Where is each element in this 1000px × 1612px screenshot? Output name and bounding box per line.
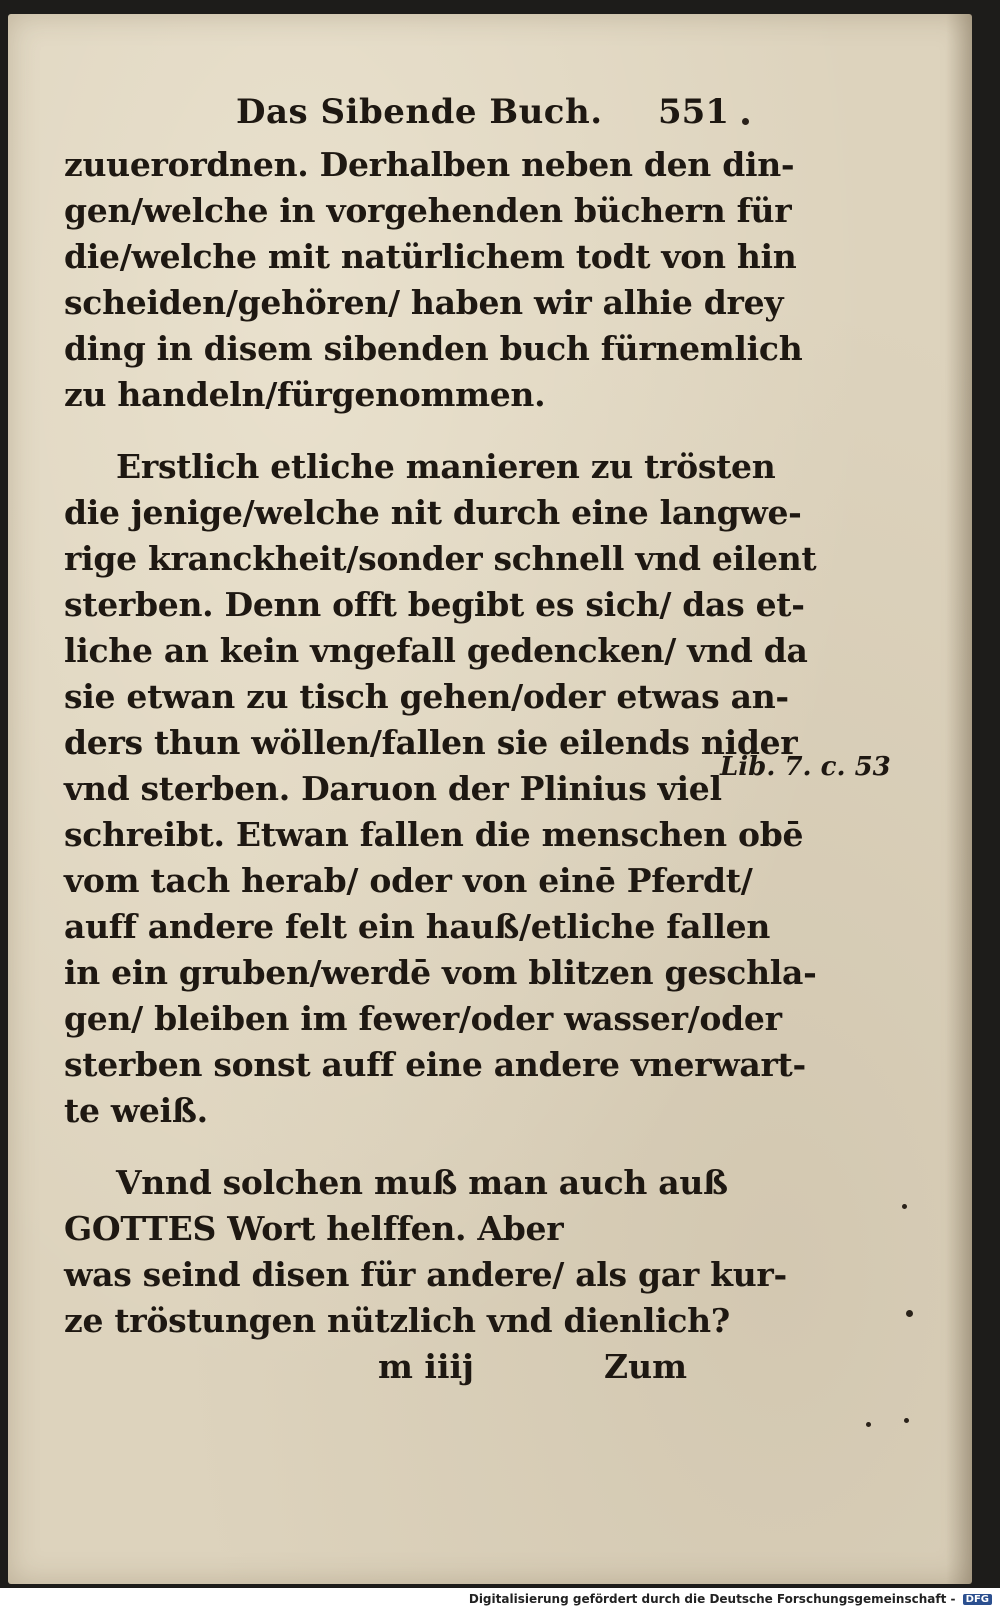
digitization-credit [469,1592,992,1606]
text-line: auff andere felt ein hauß/etliche fallen [64,907,771,946]
signature-mark: m iiij [378,1347,474,1386]
ink-speck [742,118,749,125]
page-number: 551 [658,92,729,132]
paragraph-gap [64,418,714,444]
text-line: ze tröstungen nützlich vnd dienlich? [64,1301,730,1340]
text-line: sie etwan zu tisch gehen/oder etwas an- [64,677,789,716]
credit-text: Digitalisierung gefördert durch die Deutsche Forschungsgemeinschaft - [468,1592,956,1606]
text-line: was seind disen für andere/ als gar kur- [64,1255,787,1294]
text-line: Erstlich etliche manieren zu trösten [116,447,776,486]
running-title: Das Sibende Buch. [236,92,603,132]
text-line: Vnnd solchen muß man auch auß [116,1163,728,1202]
text-line: sterben sonst auff eine andere vnerwart- [64,1045,806,1084]
text-line: die/welche mit natürlichem todt von hin [64,237,797,276]
text-line: vom tach herab/ oder von einē Pferdt/ [64,861,753,900]
text-line: gen/ bleiben im fewer/oder wasser/oder [64,999,782,1038]
text-line: GOTTES Wort helffen. Aber [64,1209,564,1248]
text-line: schreibt. Etwan fallen die menschen obē [64,815,804,854]
page-footer-line [64,1344,714,1390]
ink-speck [906,1310,913,1317]
ink-speck [904,1418,909,1423]
book-page [8,14,972,1584]
paragraph-gap [64,1134,714,1160]
text-line: zuuerordnen. Derhalben neben den din- [64,145,795,184]
text-line: sterben. Denn offt begibt es sich/ das et- [64,585,805,624]
text-line: zu handeln/fürgenommen. [64,375,546,414]
catchword: Zum [604,1347,687,1386]
ink-speck [866,1422,871,1427]
text-line: vnd sterben. Daruon der Plinius viel [64,769,722,808]
text-line: gen/welche in vorgehenden büchern für [64,191,792,230]
text-line: te weiß. [64,1091,208,1130]
text-line: scheiden/gehören/ haben wir alhie drey [64,283,784,322]
text-line: in ein gruben/werdē vom blitzen geschla- [64,953,817,992]
dfg-logo: DFG [963,1594,992,1605]
text-line: ders thun wöllen/fallen sie eilends nider [64,723,798,762]
paragraph-3 [64,1160,787,1344]
text-line: rige kranckheit/sonder schnell vnd eilent [64,539,817,578]
ink-speck [902,1204,907,1209]
text-line: ding in disem sibenden buch fürnemlich [64,329,803,368]
marginal-note: Lib. 7. c. 53 [720,752,891,782]
page-edge-shadow [946,14,972,1584]
text-line: liche an kein vngefall gedencken/ vnd da [64,631,808,670]
paragraph-1 [64,142,803,418]
page-header [8,92,972,142]
text-line: die jenige/welche nit durch eine langwe- [64,493,802,532]
